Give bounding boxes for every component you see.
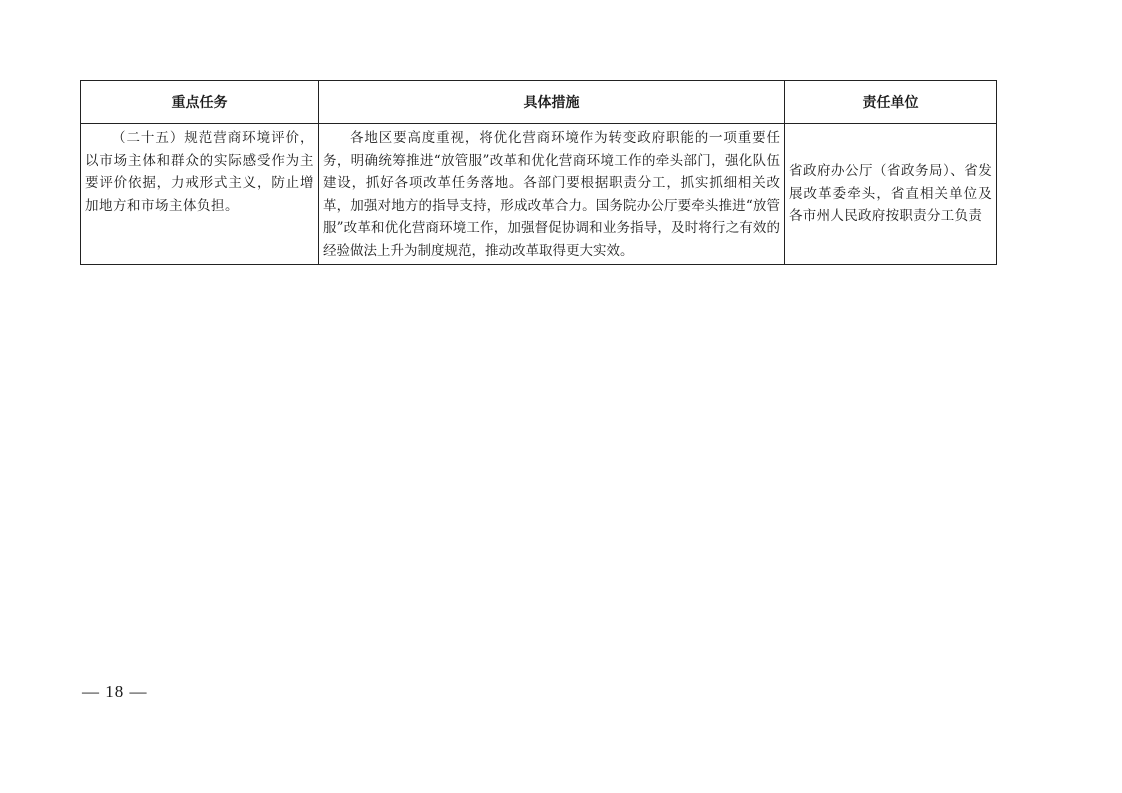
- table-header-row: [81, 81, 997, 124]
- header-responsible-unit: 责任单位: [785, 81, 997, 124]
- page-number: — 18 —: [82, 682, 148, 701]
- cell-key-task: （二十五）规范营商环境评价，以市场主体和群众的实际感受作为主要评价依据，力戒形式主义，防止增加地方和市场主体负担。: [81, 124, 319, 265]
- cell-responsible-unit: 省政府办公厅（省政务局）、省发展改革委牵头，省直相关单位及各市州人民政府按职责分工负责: [785, 124, 997, 265]
- cell-measures: 各地区要高度重视，将优化营商环境作为转变政府职能的一项重要任务，明确统筹推进“放管服”改革和优化营商环境工作的牵头部门，强化队伍建设，抓好各项改革任务落地。各部门要根据职责分工，抓实抓细相关改革，加强对地方的指导支持，形成改革合力。国务院办公厅要牵头推进“放管服”改革和优化营商环境工作，加强督促协调和业务指导，及时将行之有效的经验做法上升为制度规范，推动改革取得更大实效。: [319, 124, 785, 265]
- header-measures: 具体措施: [319, 81, 785, 124]
- table-row: [81, 124, 997, 265]
- header-key-task: 重点任务: [81, 81, 319, 124]
- task-table: [80, 80, 997, 265]
